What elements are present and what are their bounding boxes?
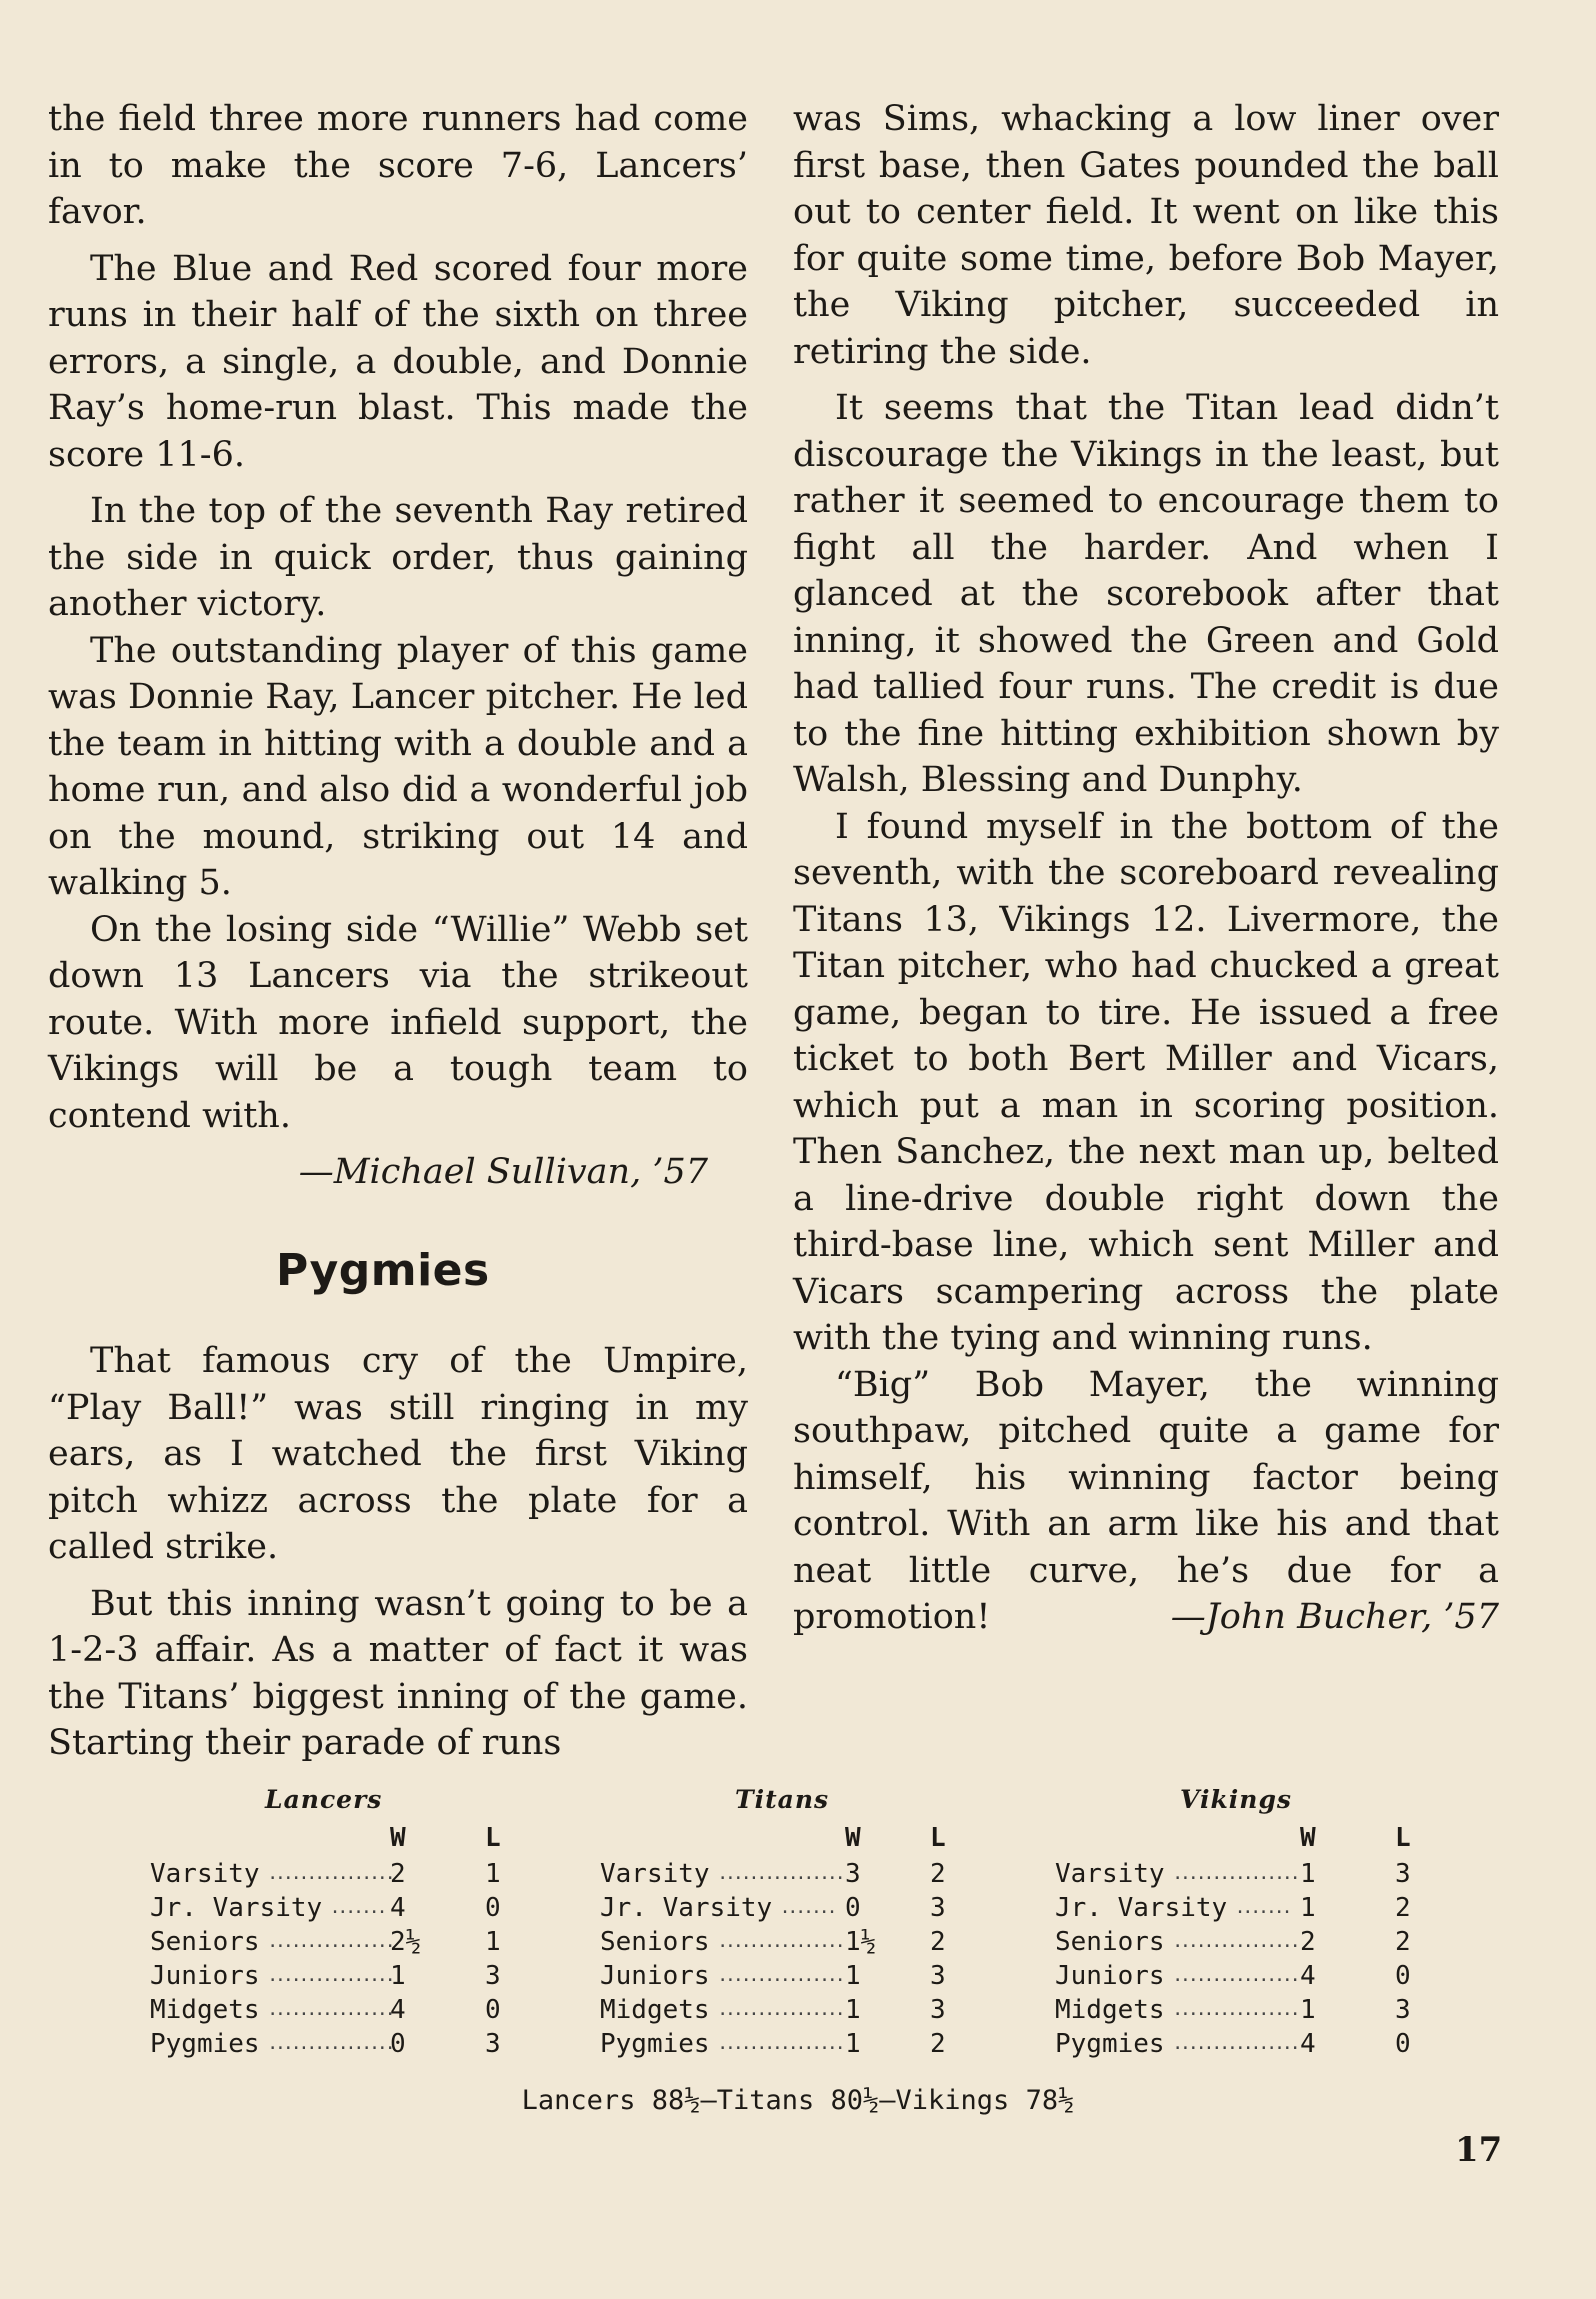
wl-header [600,1819,1060,1859]
losses-value: 0 [1395,1961,1411,1991]
class-name: Pygmies [150,2029,260,2059]
paragraph: On the losing side “Willie” Webb set down 13 Lancers via the strikeout route. With more infield support, the Vikings will be a tough team to contend with. [48,909,748,1136]
losses-value: 3 [485,1961,501,1991]
losses-value: 3 [930,1893,946,1923]
class-name: Juniors [600,1961,710,1991]
leader-dots: ................ [1172,1965,1298,1986]
team-name: Titans [735,1785,830,1814]
class-name: Jr. Varsity [1055,1893,1228,1923]
paragraph: The outstanding player of this game was Donnie Ray, Lancer pitcher. He led the team in hitting with a double and a home run, and also did a wonderful job on the mound, striking out 14 and walking 5. [48,630,748,903]
leader-dots: ................ [267,1965,393,1986]
wins-value: 1 [1300,1995,1316,2025]
losses-value: 1 [485,1859,501,1889]
class-name: Juniors [150,1961,260,1991]
season-totals: Lancers 88½—Titans 80½—Vikings 78½ [521,2085,1075,2116]
right-column [793,96,1499,1641]
standings-row [1055,2029,1515,2063]
leader-dots: ....... [779,1897,835,1918]
standings-row [150,1859,610,1893]
class-name: Seniors [150,1927,260,1957]
wins-value: 2 [390,1859,406,1889]
leader-dots: ................ [267,1999,393,2020]
paragraph: The Blue and Red scored four more runs in their half of the sixth on three errors, a single, a double, and Donnie Ray’s home-run blast. This made the score 11-6. [48,248,748,475]
class-name: Varsity [600,1859,710,1889]
team-standings [150,1785,610,2063]
wins-value: 2 [1300,1927,1316,1957]
class-name: Varsity [150,1859,260,1889]
standings-row [600,2029,1060,2063]
l-label: L [930,1823,946,1853]
wins-value: 1 [845,1995,861,2025]
class-name: Varsity [1055,1859,1165,1889]
standings-row [1055,1961,1515,1995]
paragraph: In the top of the seventh Ray retired the side in quick order, thus gaining another victory. [48,491,748,624]
losses-value: 3 [1395,1859,1411,1889]
standings-row [150,1995,610,2029]
leader-dots: ................ [717,1863,843,1884]
losses-value: 0 [485,1995,501,2025]
team-standings [600,1785,1060,2063]
class-name: Seniors [600,1927,710,1957]
paragraph: I found myself in the bottom of the seventh, with the scoreboard revealing Titans 13, Vikings 12. Livermore, the Titan pitcher, who had chucked a great game, began to tire. He issued a free ticket to both Bert Miller and Vicars, which put a man in scoring position. Then Sanchez, the next man up, belted a line-drive double right down the third-base line, which sent Miller and Vicars scampering across the plate with the tying and winning runs. [793,806,1499,1358]
losses-value: 3 [930,1995,946,2025]
leader-dots: ................ [267,2033,393,2054]
w-label: W [390,1823,406,1853]
wl-header [150,1819,610,1859]
wins-value: 1 [845,2029,861,2059]
paragraph: But this inning wasn’t going to be a 1-2-3 affair. As a matter of fact it was the Titans’ biggest inning of the game. Starting their parade of runs [48,1583,748,1763]
paragraph-text: “Big” Bob Mayer, the winning southpaw, pitched quite a game for himself, his winning factor being control. With an arm like his and that neat little curve, he’s due for a promotion! [793,1364,1499,1637]
standings-row [600,1927,1060,1961]
class-name: Midgets [1055,1995,1165,2025]
class-name: Jr. Varsity [600,1893,773,1923]
leader-dots: ................ [1172,1863,1298,1884]
left-column [48,96,748,1767]
wins-value: 1 [1300,1859,1316,1889]
paragraph: the field three more runners had come in to make the score 7-6, Lancers’ favor. [48,99,748,232]
losses-value: 1 [485,1927,501,1957]
class-name: Pygmies [600,2029,710,2059]
class-name: Midgets [600,1995,710,2025]
wins-value: 3 [845,1859,861,1889]
leader-dots: ................ [717,1999,843,2020]
l-label: L [485,1823,501,1853]
standings-row [1055,1859,1515,1893]
leader-dots: ................ [1172,1931,1298,1952]
wins-value: 1 [1300,1893,1316,1923]
team-name: Lancers [265,1785,383,1814]
standings-row [150,2029,610,2063]
paragraph: was Sims, whacking a low liner over first base, then Gates pounded the ball out to center field. It went on like this for quite some time, before Bob Mayer, the Viking pitcher, succeeded in retiring the side. [793,99,1499,372]
standings-row [600,1859,1060,1893]
losses-value: 0 [1395,2029,1411,2059]
wins-value: 2½ [390,1927,422,1957]
wins-value: 4 [390,1893,406,1923]
author-signature: —John Bucher, ’57 [1170,1597,1499,1637]
standings-row [1055,1995,1515,2029]
standings-row [1055,1893,1515,1927]
section-heading: Pygmies [276,1244,490,1296]
standings-row [150,1961,610,1995]
l-label: L [1395,1823,1411,1853]
losses-value: 2 [1395,1893,1411,1923]
w-label: W [845,1823,861,1853]
losses-value: 2 [1395,1927,1411,1957]
wins-value: 1 [390,1961,406,1991]
team-standings [1055,1785,1515,2063]
standings-row [600,1961,1060,1995]
paragraph: It seems that the Titan lead didn’t discourage the Vikings in the least, but rather it seemed to encourage them to fight all the harder. And when I glanced at the scorebook after that inning, it showed the Green and Gold had tallied four runs. The credit is due to the fine hitting exhibition shown by Walsh, Blessing and Dunphy. [793,388,1499,800]
leader-dots: ....... [1234,1897,1290,1918]
standings-row [600,1995,1060,2029]
standings-row [1055,1927,1515,1961]
team-name: Vikings [1180,1785,1293,1814]
leader-dots: ....... [329,1897,385,1918]
leader-dots: ................ [717,2033,843,2054]
leader-dots: ................ [1172,1999,1298,2020]
leader-dots: ................ [717,1965,843,1986]
paragraph: That famous cry of the Umpire, “Play Ball!” was still ringing in my ears, as I watched the first Viking pitch whizz across the plate for a called strike. [48,1341,748,1567]
wins-value: 1 [845,1961,861,1991]
wins-value: 4 [1300,1961,1316,1991]
losses-value: 2 [930,2029,946,2059]
author-signature: —Michael Sullivan, ’57 [298,1152,708,1192]
standings-row [150,1927,610,1961]
losses-value: 3 [485,2029,501,2059]
standings-row [600,1893,1060,1927]
class-name: Jr. Varsity [150,1893,323,1923]
class-name: Pygmies [1055,2029,1165,2059]
losses-value: 3 [1395,1995,1411,2025]
losses-value: 2 [930,1927,946,1957]
class-name: Midgets [150,1995,260,2025]
wins-value: 0 [845,1893,861,1923]
class-name: Seniors [1055,1927,1165,1957]
wins-value: 4 [390,1995,406,2025]
wins-value: 4 [1300,2029,1316,2059]
leader-dots: ................ [267,1863,393,1884]
class-name: Juniors [1055,1961,1165,1991]
wl-header [1055,1819,1515,1859]
standings-row [150,1893,610,1927]
leader-dots: ................ [717,1931,843,1952]
w-label: W [1300,1823,1316,1853]
page-number: 17 [1455,2130,1503,2170]
losses-value: 3 [930,1961,946,1991]
paragraph [793,1362,1499,1641]
leader-dots: ................ [1172,2033,1298,2054]
losses-value: 0 [485,1893,501,1923]
leader-dots: ................ [267,1931,393,1952]
wins-value: 1½ [845,1927,877,1957]
losses-value: 2 [930,1859,946,1889]
wins-value: 0 [390,2029,406,2059]
